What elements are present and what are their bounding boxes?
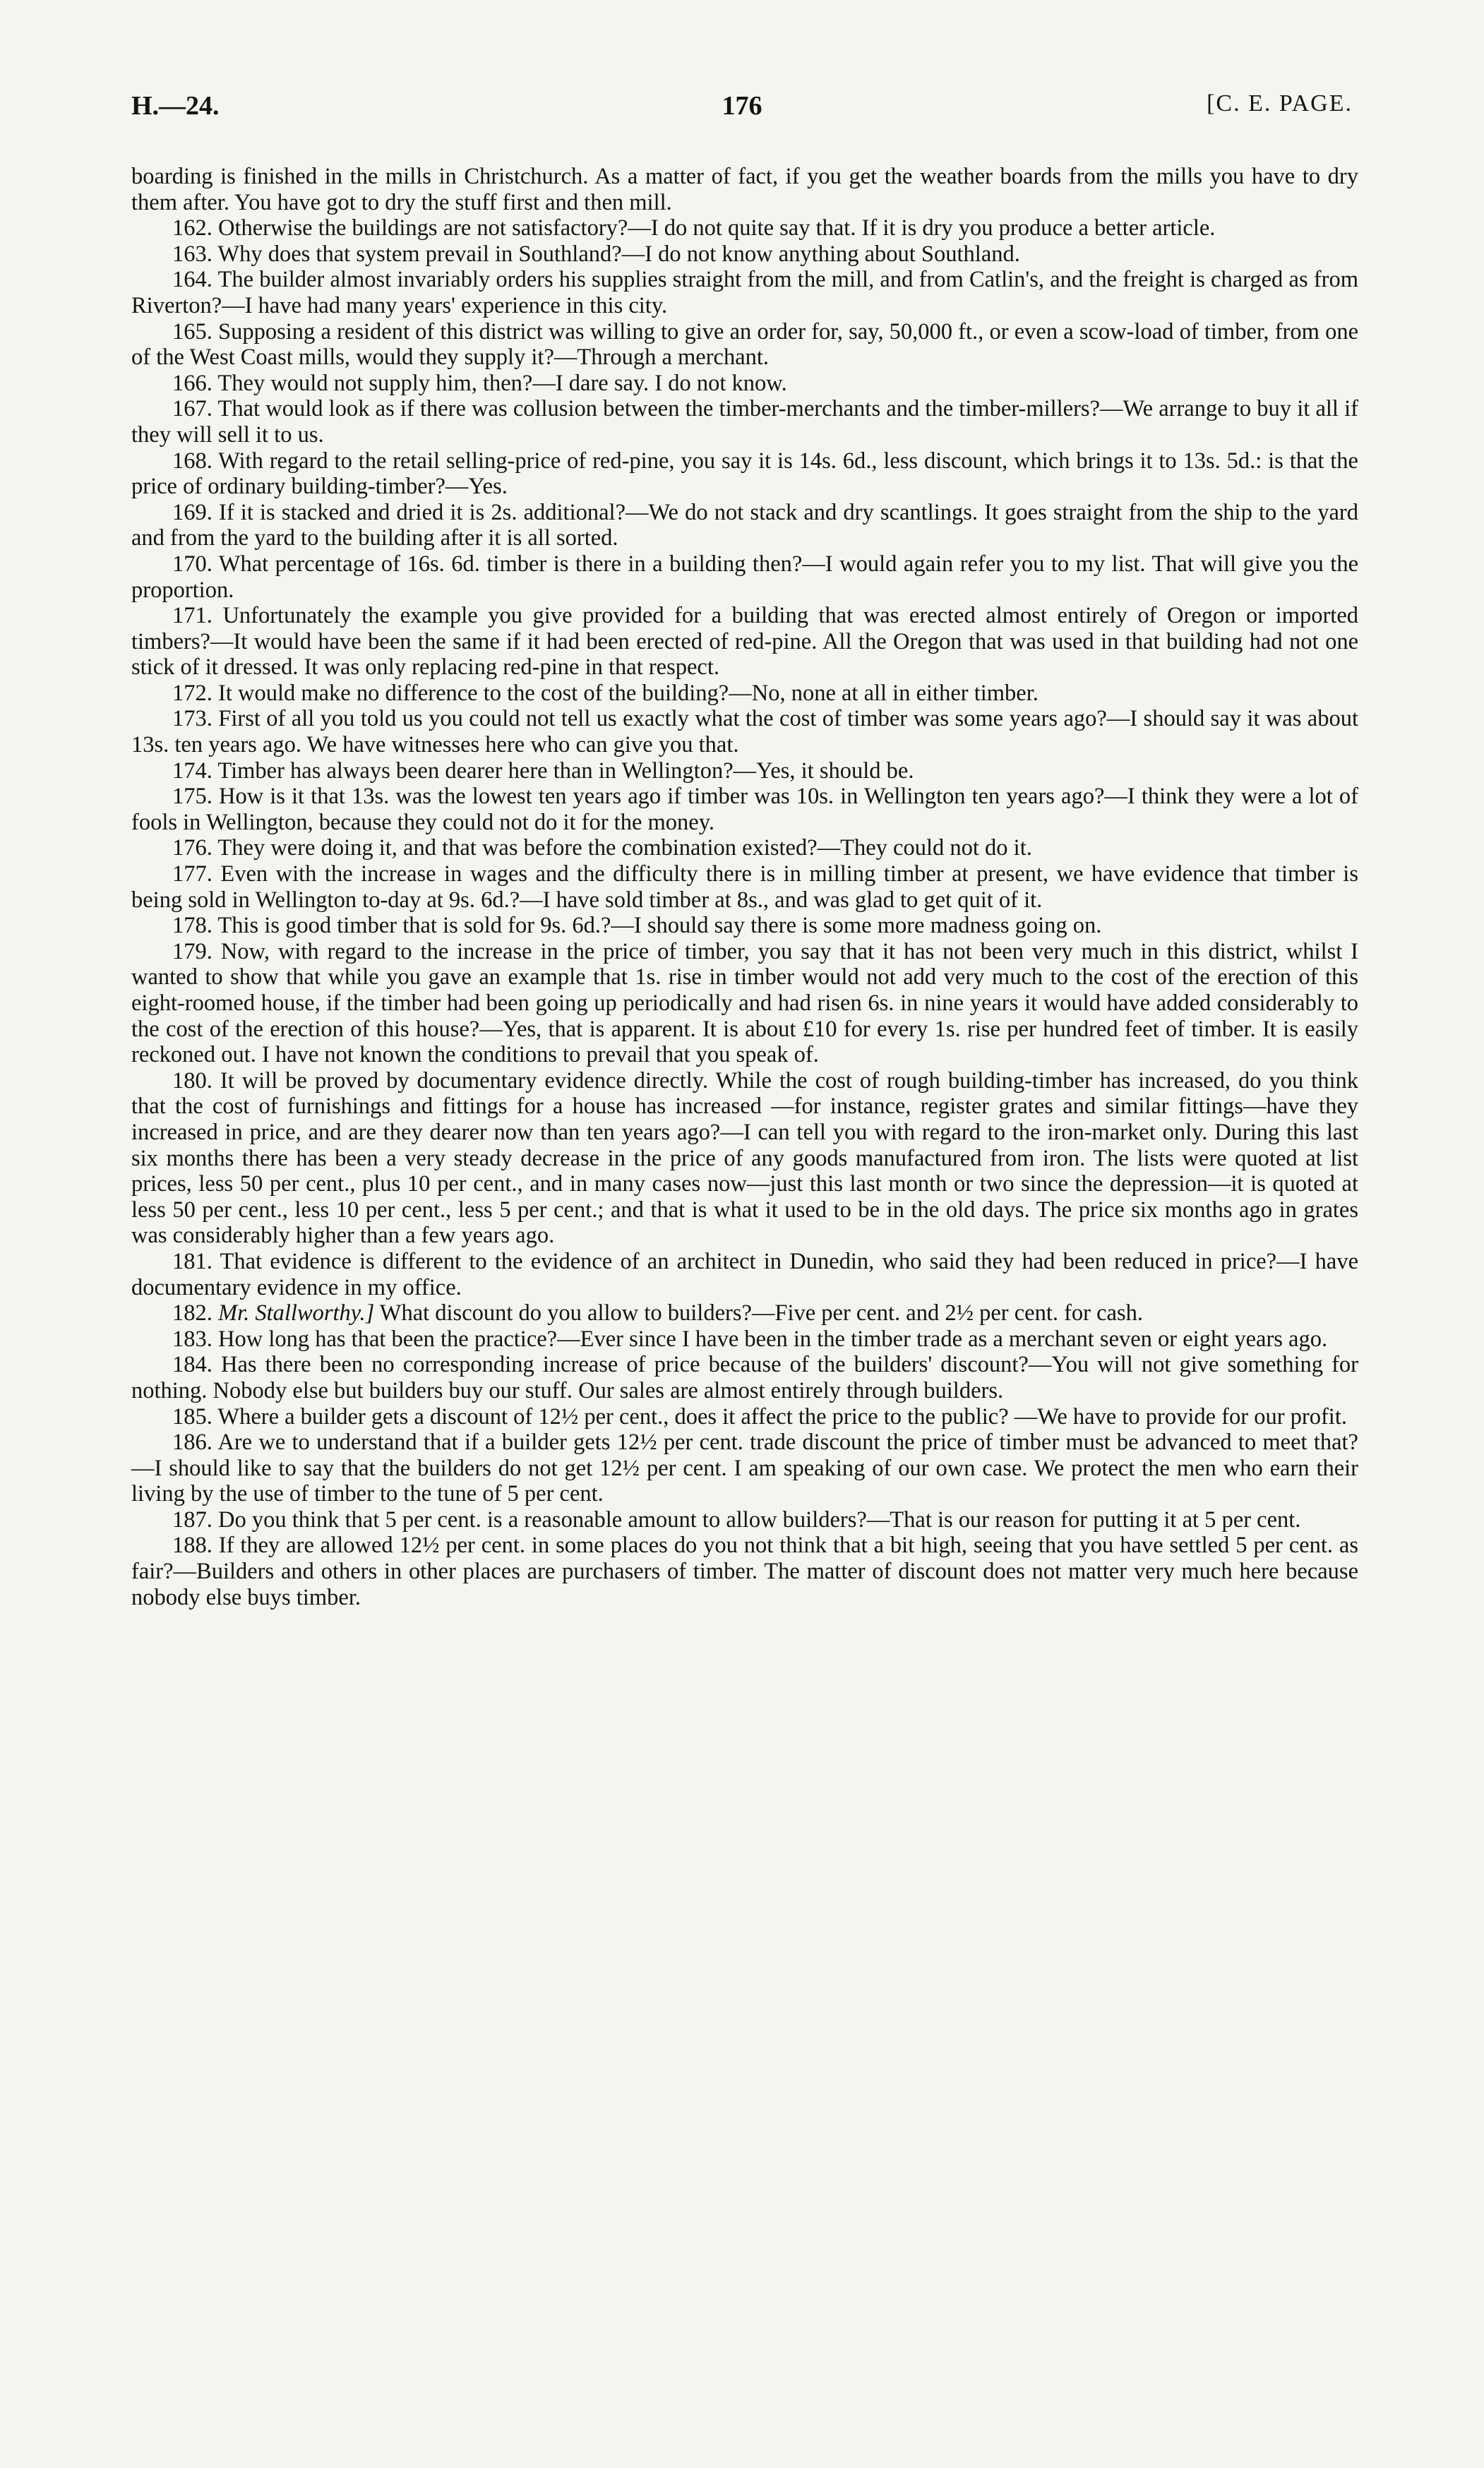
question-179: 179. Now, with regard to the increase in the price of timber, you say that it has not been very much in this district, whilst I wanted to show that while you gave an example that 1s. rise in timber would not add very much to the cost of the erection of this eight-roomed house, if the timber had been going up periodically and had risen 6s. in nine years it would have added considerably to the cost of the erection of this house?—Yes, that is apparent. It is about £10 for every 1s. rise per hundred feet of timber. It is easily reckoned out. I have not known the conditions to prevail that you speak of.: [131, 938, 1358, 1068]
question-167: 167. That would look as if there was collusion between the timber-merchants and the timber-millers?—We arrange to buy it all if they will sell it to us.: [131, 396, 1358, 448]
question-180: 180. It will be proved by documentary evidence directly. While the cost of rough building-timber has increased, do you think that the cost of furnishings and fittings for a house has increased —for instance, register grates and similar fittings—have they increased in price, and are they dearer now than ten years ago?—I can tell you with regard to the iron-market only. During this last six months there has been a very steady decrease in the price of any goods manufactured from iron. The lists were quoted at list prices, less 50 per cent., plus 10 per cent., and in many cases now—just this last month or two since the depression—it is quoted at less 50 per cent., less 10 per cent., less 5 per cent.; and that is what it used to be in the old days. The price six months ago in grates was considerably higher than a few years ago.: [131, 1067, 1358, 1249]
page-header: [131, 90, 1353, 133]
question-163: 163. Why does that system prevail in Southland?—I do not know anything about Southland.: [172, 241, 1020, 267]
question-162: 162. Otherwise the buildings are not satisfactory?—I do not quite say that. If it is dry you produce a better article.: [172, 215, 1216, 241]
question-188: 188. If they are allowed 12½ per cent. in some places do you not think that a bit high, seeing that you have settled 5 per cent. as fair?—Builders and others in other places are purchasers of timber. The matter of discount does not matter very much here because nobody else buys timber.: [131, 1533, 1358, 1610]
speaker-name: Mr. Stallworthy.]: [218, 1300, 375, 1326]
question-166: 166. They would not supply him, then?—I dare say. I do not know.: [172, 370, 787, 396]
question-183: 183. How long has that been the practice?—Ever since I have been in the timber trade as a merchant seven or eight years ago.: [172, 1326, 1328, 1352]
question-176: 176. They were doing it, and that was before the combination existed?—They could not do it.: [172, 835, 1032, 861]
question-178: 178. This is good timber that is sold for 9s. 6d.?—I should say there is some more madness going on.: [172, 913, 1102, 939]
question-182-text: What discount do you allow to builders?—Five per cent. and 2½ per cent. for cash.: [379, 1300, 1143, 1326]
question-184: 184. Has there been no corresponding increase of price because of the builders' discount?—You will not give something for nothing. Nobody else but builders buy our stuff. Our sales are almost entirely through builders.: [131, 1352, 1358, 1403]
document-reference: H.—24.: [131, 91, 220, 121]
continuation-paragraph: boarding is finished in the mills in Christchurch. As a matter of fact, if you get the weather boards from the mills you have to dry them after. You have got to dry the stuff first and then mill.: [131, 164, 1358, 215]
witness-reference: [C. E. PAGE.: [1207, 90, 1353, 116]
page-body: [131, 164, 1358, 1610]
question-170: 170. What percentage of 16s. 6d. timber is there in a building then?—I would again refer you to my list. That will give you the proportion.: [131, 551, 1358, 603]
question-182: [131, 1300, 1358, 1326]
question-164: 164. The builder almost invariably orders his supplies straight from the mill, and from Catlin's, and the freight is charged as from Riverton?—I have had many years' experience in this city.: [131, 267, 1358, 318]
question-174: 174. Timber has always been dearer here than in Wellington?—Yes, it should be.: [172, 757, 914, 784]
question-182-number: 182.: [172, 1300, 213, 1326]
question-187: 187. Do you think that 5 per cent. is a reasonable amount to allow builders?—That is our reason for putting it at 5 per cent.: [172, 1506, 1301, 1533]
question-169: 169. If it is stacked and dried it is 2s. additional?—We do not stack and dry scantlings. It goes straight from the ship to the yard and from the yard to the building after it is all sorted.: [131, 499, 1358, 551]
page-number: 176: [722, 91, 762, 121]
question-172: 172. It would make no difference to the cost of the building?—No, none at all in either timber.: [172, 680, 1039, 706]
question-173: 173. First of all you told us you could not tell us exactly what the cost of timber was some years ago?—I should say it was about 13s. ten years ago. We have witnesses here who can give you that.: [131, 706, 1358, 758]
question-177: 177. Even with the increase in wages and the difficulty there is in milling timber at present, we have evidence that timber is being sold in Wellington to-day at 9s. 6d.?—I have sold timber at 8s., and was glad to get quit of it.: [131, 861, 1358, 913]
question-168: 168. With regard to the retail selling-price of red-pine, you say it is 14s. 6d., less discount, which brings it to 13s. 5d.: is that the price of ordinary building-timber?—Yes.: [131, 448, 1358, 500]
question-165: 165. Supposing a resident of this district was willing to give an order for, say, 50,000 ft., or even a scow-load of timber, from one of the West Coast mills, would they supply it?—Through a merchant.: [131, 318, 1358, 371]
question-185: 185. Where a builder gets a discount of 12½ per cent., does it affect the price to the public? —We have to provide for our profit.: [172, 1403, 1347, 1430]
question-181: 181. That evidence is different to the evidence of an architect in Dunedin, who said they had been reduced in price?—I have documentary evidence in my office.: [131, 1248, 1358, 1300]
question-175: 175. How is it that 13s. was the lowest ten years ago if timber was 10s. in Wellington ten years ago?—I think they were a lot of fools in Wellington, because they could not do it for the money.: [131, 784, 1358, 835]
question-186: 186. Are we to understand that if a builder gets 12½ per cent. trade discount the price of timber must be advanced to meet that?—I should like to say that the builders do not get 12½ per cent. I am speaking of our own case. We protect the men who earn their living by the use of timber to the tune of 5 per cent.: [131, 1430, 1358, 1507]
question-171: 171. Unfortunately the example you give provided for a building that was erected almost entirely of Oregon or imported timbers?—It would have been the same if it had been erected of red-pine. All the Oregon that was used in that building had not one stick of it dressed. It was only replacing red-pine in that respect.: [131, 603, 1358, 681]
